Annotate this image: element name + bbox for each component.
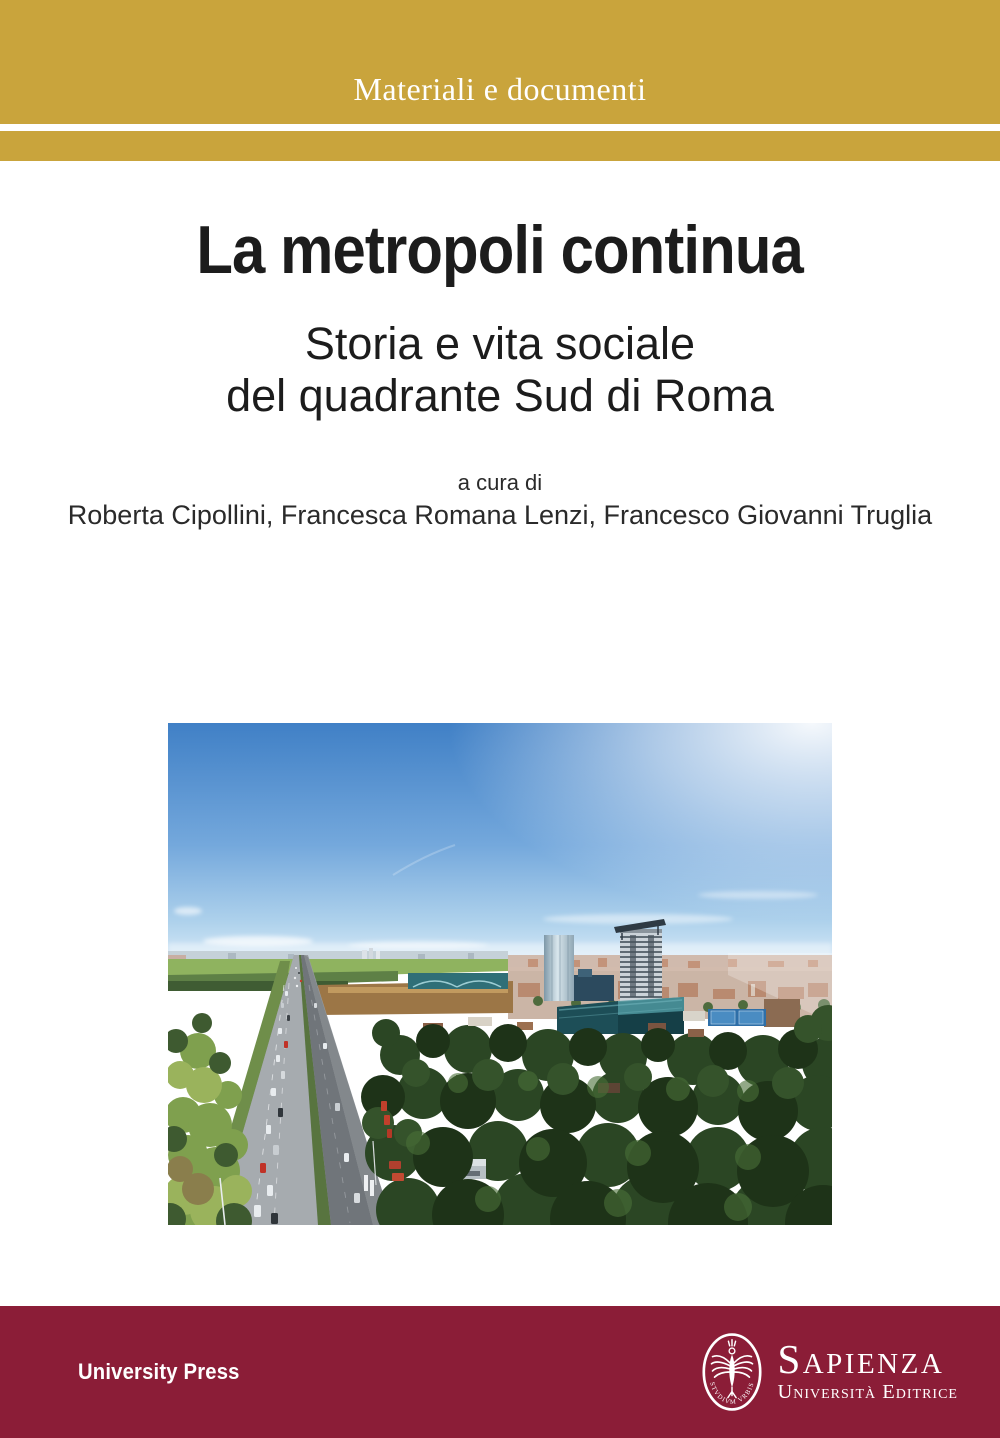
book-title (0, 212, 1000, 288)
book-subtitle (0, 318, 1000, 422)
subtitle-line-1: Storia e vita sociale (304, 318, 696, 369)
curated-by-label: a cura di (457, 470, 543, 495)
publisher-band (0, 1306, 1000, 1438)
series-band-rule (0, 131, 1000, 161)
series-band (0, 0, 1000, 124)
subtitle-line-2: del quadrante Sud di Roma (226, 370, 774, 421)
book-title-text: La metropoli continua (196, 212, 804, 288)
publisher-division: Università Editrice (777, 1380, 958, 1403)
publisher-logo-group (701, 1332, 958, 1412)
logo-motto: STVDIVM VRBIS (708, 1381, 757, 1407)
sapienza-eagle-logo (701, 1332, 763, 1412)
cover-photo (168, 723, 832, 1225)
aerial-photo-illustration (168, 723, 832, 1225)
publisher-name: Sapienza (777, 1336, 945, 1383)
imprint-label: University Press (78, 1359, 240, 1384)
series-title: Materiali e documenti (353, 71, 647, 107)
editors-names: Roberta Cipollini, Francesca Romana Lenzi, Francesco Giovanni Truglia (67, 500, 933, 530)
